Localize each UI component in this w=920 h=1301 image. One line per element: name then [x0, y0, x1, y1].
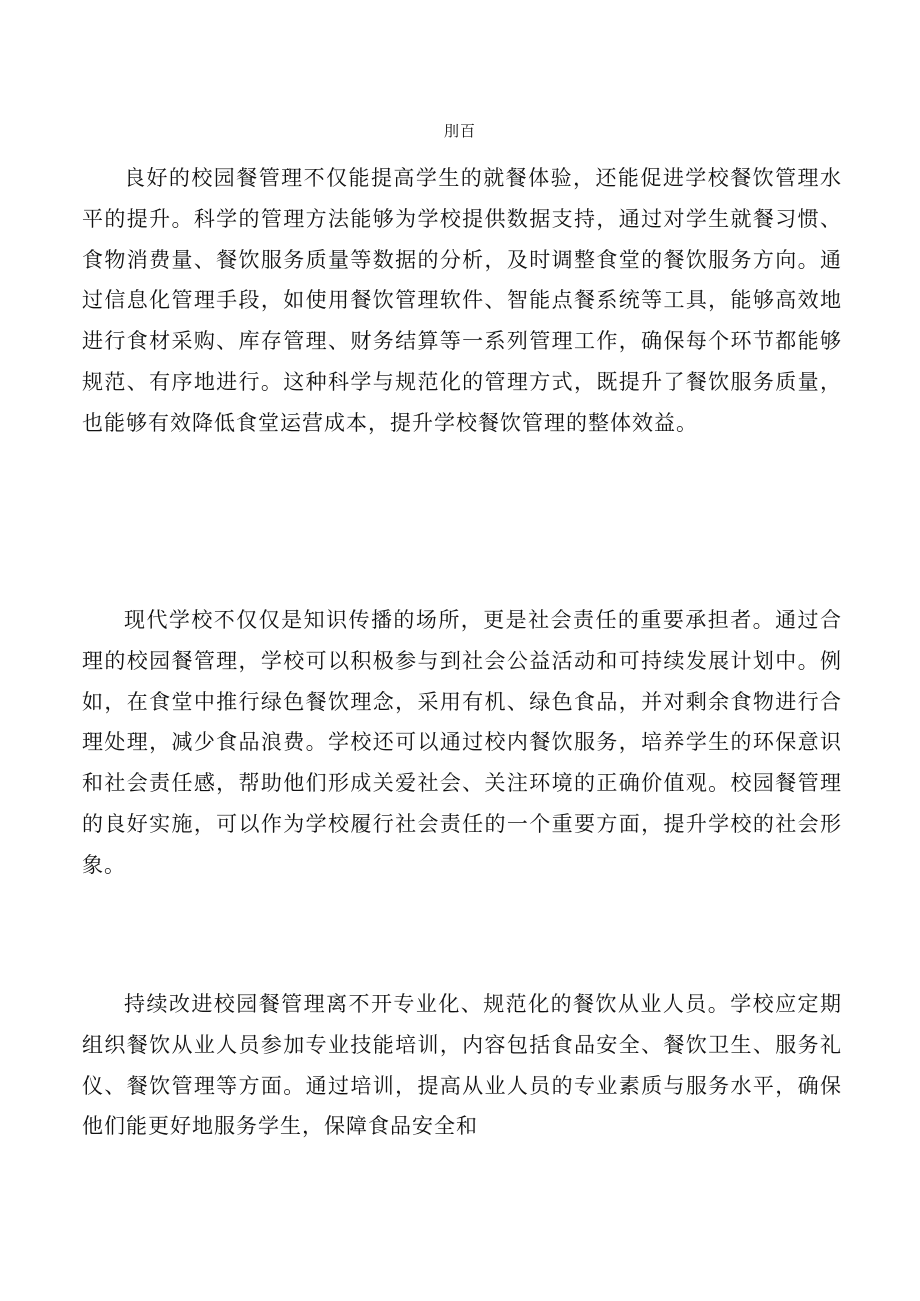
paragraph-2: 现代学校不仅仅是知识传播的场所，更是社会责任的重要承担者。通过合理的校园餐管理，学校可以积极参与到社会公益活动和可持续发展计划中。例如，在食堂中推行绿色餐饮理念，采用有机、绿色食品，并对剩余食物进行合理处理，减少食品浪费。学校还可以通过校内餐饮服务，培养学生的环保意识和社会责任感，帮助他们形成关爱社会、关注环境的正确价值观。校园餐管理的良好实施，可以作为学校履行社会责任的一个重要方面，提升学校的社会形象。: [82, 608, 842, 877]
paragraph-3: 持续改进校园餐管理离不开专业化、规范化的餐饮从业人员。学校应定期组织餐饮从业人员参加专业技能培训，内容包括食品安全、餐饮卫生、服务礼仪、餐饮管理等方面。通过培训，提高从业人员的专业素质与服务水平，确保他们能更好地服务学生，保障食品安全和: [82, 992, 842, 1139]
page-heading: 刖百: [443, 122, 476, 140]
paragraph-1: 良好的校园餐管理不仅能提高学生的就餐体验，还能促进学校餐饮管理水平的提升。科学的管理方法能够为学校提供数据支持，通过对学生就餐习惯、食物消费量、餐饮服务质量等数据的分析，及时调整食堂的餐饮服务方向。通过信息化管理手段，如使用餐饮管理软件、智能点餐系统等工具，能够高效地进行食材采购、库存管理、财务结算等一系列管理工作，确保每个环节都能够规范、有序地进行。这种科学与规范化的管理方式，既提升了餐饮服务质量，也能够有效降低食堂运营成本，提升学校餐饮管理的整体效益。: [82, 166, 842, 435]
